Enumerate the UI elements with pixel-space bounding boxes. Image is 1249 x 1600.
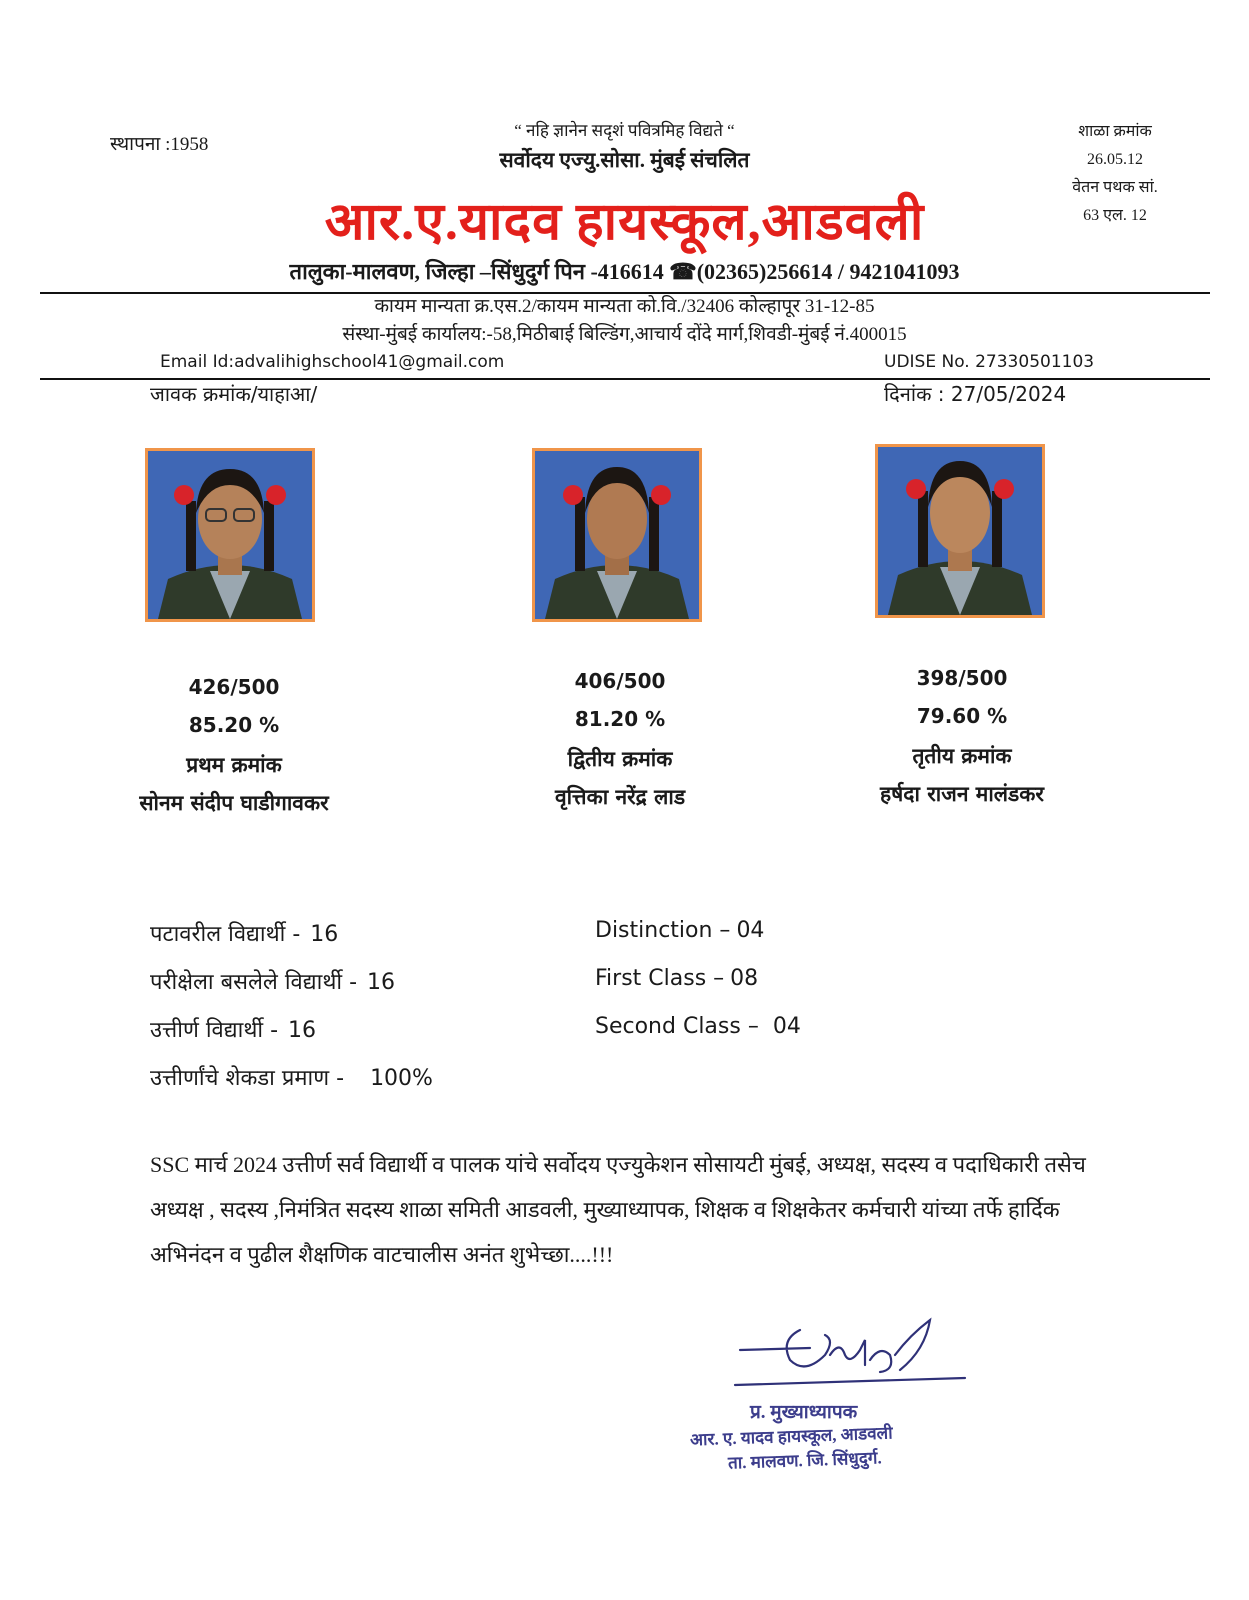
stat-value: 16: [288, 1018, 317, 1043]
topper-marks: 426/500: [188, 675, 280, 699]
pay-unit-value: 63 एल. 12: [1083, 207, 1147, 224]
topper-photo-1: [145, 448, 315, 622]
school-name: आर.ए.यादव हायस्कूल,आडवली: [324, 194, 925, 251]
stat-pass-percentage: [150, 1062, 433, 1092]
stat-distinction: [595, 918, 764, 943]
topper-name: हर्षदा राजन मालंडकर: [880, 782, 1044, 806]
topper-photo-3: [875, 444, 1045, 618]
topper-rank: प्रथम क्रमांक: [186, 753, 282, 777]
sanstha-office-address: संस्था-मुंबई कार्यालय:-58,मिठीबाई बिल्डिंग,आचार्य दोंदे मार्ग,शिवडी-मुंबई नं.400015: [342, 324, 907, 345]
stat-label: उत्तीर्णांचे शेकडा प्रमाण -: [150, 1066, 345, 1091]
topper-3: [832, 666, 1092, 808]
stat-value: 16: [367, 970, 396, 995]
stat-first-class: [595, 966, 758, 991]
stamp-school: आर. ए. यादव हायस्कूल, आडवली: [689, 1423, 893, 1450]
stamp-title: प्र. मुख्याध्यापक: [750, 1402, 858, 1423]
stat-value: 100%: [370, 1066, 433, 1091]
stat-label: Second Class –: [595, 1014, 759, 1039]
school-codes: [1030, 118, 1200, 230]
stat-enrolled: [150, 918, 338, 948]
stamp-address: ता. मालवण. जि. सिंधुदुर्ग.: [727, 1448, 882, 1473]
stat-value: 04: [772, 1014, 801, 1039]
stat-label: पटावरील विद्यार्थी -: [150, 922, 301, 947]
topper-2: [490, 669, 750, 811]
school-code-label: शाळा क्रमांक: [1078, 123, 1152, 140]
email-line: Email Id:advalihighschool41@gmail.com: [160, 352, 505, 372]
udise-number: UDISE No. 27330501103: [884, 352, 1095, 372]
school-code-value: 26.05.12: [1087, 151, 1143, 168]
topper-percentage: 85.20 %: [188, 713, 280, 737]
topper-1: [104, 675, 364, 817]
stat-value: 16: [310, 922, 339, 947]
topper-name: वृत्तिका नरेंद्र लाड: [554, 785, 686, 809]
topper-marks: 406/500: [574, 669, 666, 693]
headmaster-signature-block: [690, 1310, 1010, 1480]
outward-number: जावक क्रमांक/याहाआ/: [150, 382, 318, 406]
topper-percentage: 79.60 %: [916, 704, 1008, 728]
address-line: तालुका-मालवण, जिल्हा –सिंधुदुर्ग पिन -416614 ☎(02365)256614 / 9421041093: [289, 259, 960, 284]
pay-unit-label: वेतन पथक सां.: [1072, 179, 1158, 196]
signature-mark: [730, 1310, 980, 1390]
stat-value: 08: [730, 966, 759, 991]
topper-rank: द्वितीय क्रमांक: [567, 747, 673, 771]
letter-date: दिनांक : 27/05/2024: [884, 382, 1067, 406]
stat-label: Distinction –: [595, 918, 731, 943]
stat-label: First Class –: [595, 966, 725, 991]
stat-value: 04: [736, 918, 765, 943]
stat-second-class: [595, 1014, 801, 1039]
congratulations-message: SSC मार्च 2024 उत्तीर्ण सर्व विद्यार्थी व पालक यांचे सर्वोदय एज्युकेशन सोसायटी मुंबई, अध्यक्ष, सदस्य व पदाधिकारी तसेच अध्यक्ष , सदस्य ,निमंत्रित सदस्य शाळा समिती आडवली, मुख्याध्यापक, शिक्षक व शिक्षकेतर कर्मचारी यांच्या तर्फे हार्दिक अभिनंदन व पुढील शैक्षणिक वाटचालीस अनंत शुभेच्छा....!!!: [150, 1152, 1086, 1267]
topper-name: सोनम संदीप घाडीगावकर: [139, 791, 329, 815]
stat-appeared: [150, 966, 395, 996]
stat-label: परीक्षेला बसलेले विद्यार्थी -: [150, 970, 358, 995]
motto: “ नहि ज्ञानेन सदृशं पवित्रमिह विद्यते “: [514, 121, 735, 140]
managed-by: सर्वोदय एज्यु.सोसा. मुंबई संचलित: [499, 148, 750, 172]
topper-rank: तृतीय क्रमांक: [912, 744, 1012, 768]
founded-year: स्थापना :1958: [110, 134, 209, 155]
topper-photo-2: [532, 448, 702, 622]
topper-percentage: 81.20 %: [574, 707, 666, 731]
stat-passed: [150, 1014, 316, 1044]
recognition-line: कायम मान्यता क्र.एस.2/कायम मान्यता को.वि./32406 कोल्हापूर 31-12-85: [374, 296, 875, 317]
topper-marks: 398/500: [916, 666, 1008, 690]
stat-label: उत्तीर्ण विद्यार्थी -: [150, 1018, 279, 1043]
